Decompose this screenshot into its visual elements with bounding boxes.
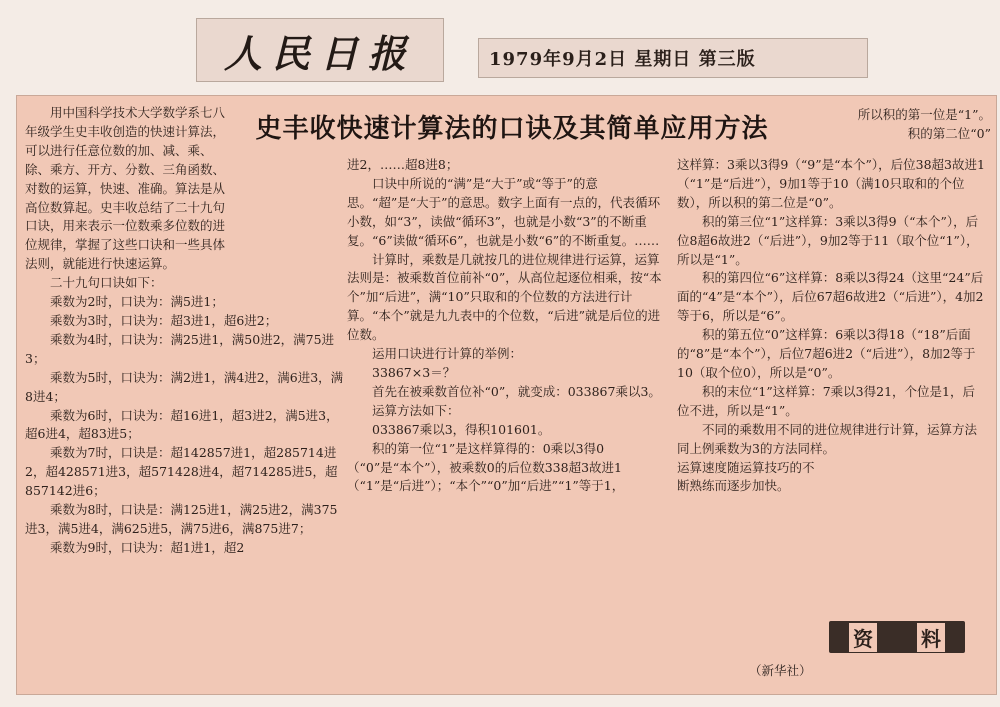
paragraph: 积的末位“1”这样算：7乘以3得21，个位是1，后位不进，所以是“1”。 — [677, 383, 975, 418]
paragraph: 积的第四位“6”这样算：8乘以3得24（这里“24”后面的“4”是“本个”），后位67超6故进2（“后进”），4加2等于6，所以是“6”。 — [677, 270, 984, 324]
article-column-2 — [347, 156, 665, 496]
rule-item: 乘数为8时，口诀是：满125进1，满25进2，满375进3，满5进4，满625进5，满75进6，满875进7； — [25, 502, 338, 536]
rule-item: 乘数为7时，口诀是：超142857进1，超285714进2，超428571进3，超571428进4，超714285进5，超857142进6； — [25, 445, 338, 499]
paragraph: 口诀中所说的“满”是“大于”或“等于”的意思。“超”是“大于”的意思。数字上面有一点的，代表循环小数，如“3”，读做“循环3”，也就是小数“3”的不断重复。“6”读做“循环6”，也就是小数“6”的不断重复。…… — [347, 175, 661, 248]
paragraph: 积的第三位“1”这样算：3乘以3得9（“本个”），后位8超6故进2（“后进”），9加2等于11（取个位“1”），所以是“1”。 — [677, 213, 979, 267]
news-source: （新华社） — [749, 663, 812, 678]
article-column-3-top — [841, 106, 991, 144]
article-column-3 — [677, 156, 987, 496]
paragraph: 计算时，乘数是几就按几的进位规律进行运算，运算法则是：被乘数首位前补“0”，从高位起逐位相乘，按“本个”加“后进”，满“10”只取和的个位数的方法进行计算。“本个”就是九九表中的个位数，“后进”就是后位的进位数。 — [347, 251, 662, 343]
rule-item: 乘数为6时，口诀为：超16进1，超3进2，满5进3，超6进4，超83进5； — [25, 407, 339, 442]
dateline: 1979年9月2日 星期日 第三版 — [478, 38, 868, 78]
rule-item: 乘数为2时，口诀为：满5进1； — [50, 294, 224, 310]
paragraph: 运用口诀进行计算的举例： — [372, 346, 523, 362]
rule-item: 乘数为3时，口诀为：超3进1，超6进2； — [50, 312, 278, 328]
paragraph: 运算方法如下： — [372, 402, 460, 418]
paragraph: 进2，……超8进8； — [347, 157, 459, 172]
stamp-char: 料 — [917, 623, 945, 652]
equation: 33867×3＝？ — [372, 364, 456, 380]
paragraph: 033867乘以3，得积101601。 — [372, 421, 551, 437]
paragraph: 积的第五位“0”这样算：6乘以3得18（“18”后面的“8”是“本个”），后位7超6进2（“后进”），8加2等于10（取个位0），所以是“0”。 — [677, 327, 976, 380]
rule-item: 乘数为9时，口诀为：超1进1，超2 — [50, 539, 245, 555]
paragraph: 运算速度随运算技巧的不断熟练而逐步加快。 — [677, 459, 815, 494]
rule-item: 乘数为4时，口诀为：满25进1，满50进2，满75进3； — [25, 331, 335, 366]
article-clipping — [16, 95, 997, 695]
paragraph: 首先在被乘数首位补“0”，就变成：033867乘以3。 — [372, 383, 661, 399]
masthead-name: 人民日报 — [223, 30, 416, 76]
newspaper-masthead — [196, 18, 444, 82]
article-headline: 史丰收快速计算法的口诀及其简单应用方法 — [255, 114, 769, 144]
paragraph: 这样算：3乘以3得9（“9”是“本个”），后位38超3故进1（“1”是“后进”），9加1等于10（满10只取和的个位数），所以积的第二位是“0”。 — [677, 157, 985, 210]
article-column-1 — [25, 104, 347, 558]
rule-heading: 二十九句口诀如下： — [50, 275, 163, 291]
rule-item: 乘数为5时，口诀为：满2进1，满4进2，满6进3，满8进4； — [25, 369, 344, 404]
section-stamp — [829, 621, 965, 653]
paragraph: 积的第一位“1”是这样算得的：0乘以3得0（“0”是“本个”），被乘数0的后位数338超3故进1（“1”是“后进”）；“本个”“0”加“后进”“1”等于1， — [347, 440, 625, 494]
paragraph: 不同的乘数用不同的进位规律进行计算，运算方法同上例乘数为3的方法同样。 — [677, 421, 978, 456]
intro-paragraph: 用中国科学技术大学数学系七八年级学生史丰收创造的快速计算法，可以进行任意位数的加、减、乘、除、乘方、开方、分数、三角函数、对数的运算，快速、准确。算法是从高位数算起。史丰收总结了二十九句口诀，用来表示一位数乘多位数的进位规律，掌握了这些口诀和一些具体法则，就能进行快速运算。 — [25, 105, 226, 272]
stamp-char: 资 — [849, 623, 877, 652]
paragraph: 所以积的第一位是“1”。 — [857, 107, 991, 122]
paragraph: 积的第二位“0” — [907, 125, 991, 141]
